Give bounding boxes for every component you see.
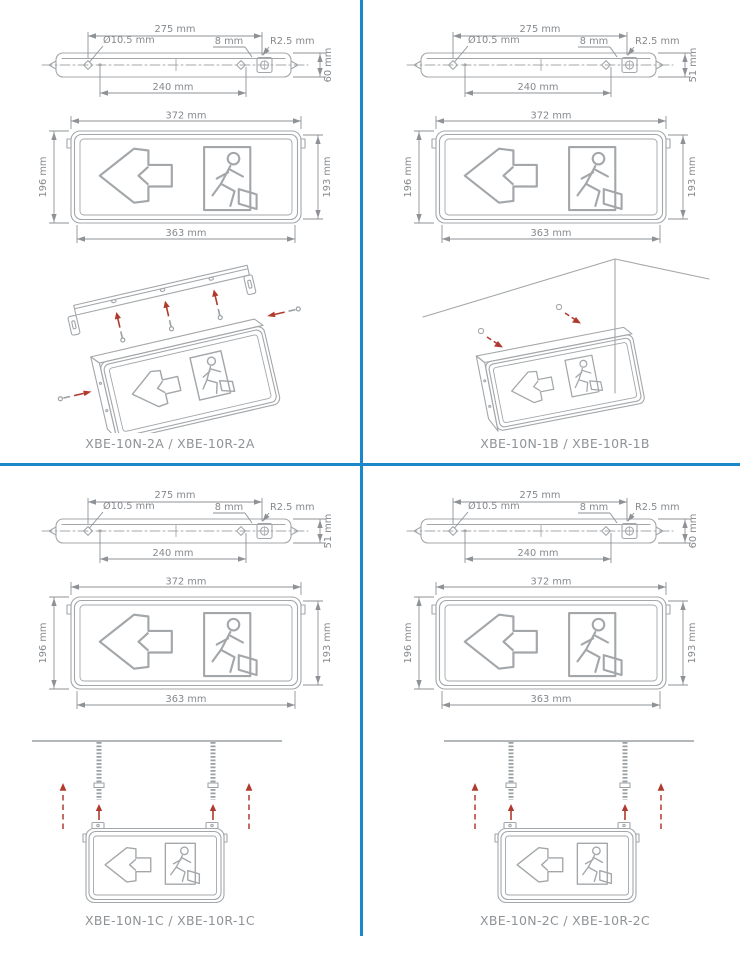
dim-label-overall-width: 275 mm <box>519 24 561 35</box>
dim-label-overall-width: 275 mm <box>154 24 196 35</box>
hanging-sign-body <box>495 823 639 903</box>
dim-label-left-height: 196 mm <box>38 622 49 664</box>
quadrant-top-left <box>0 0 358 463</box>
exit-arrow-icon <box>128 366 183 412</box>
ceiling-mount-illustration <box>442 733 723 913</box>
screw-direction-arrow <box>113 311 123 328</box>
dim-label-slot-width: 8 mm <box>579 502 609 513</box>
dim-label-body-height: 51 mm <box>323 513 334 549</box>
product-variant-panel <box>365 479 723 936</box>
model-label: XBE-10N-1B / XBE-10R-1B <box>480 436 650 451</box>
screw-icon <box>119 331 125 342</box>
lift-direction-arrows <box>60 783 253 829</box>
quadrant-top-right <box>365 0 723 463</box>
ceiling-mount-illustration <box>30 733 330 913</box>
luminaire-top-profile <box>407 519 673 543</box>
product-variant-panel <box>0 479 358 936</box>
front-view-drawing <box>36 575 336 715</box>
top-view-drawing <box>401 13 701 105</box>
dim-label-hole-diameter: Ø10.5 mm <box>468 501 520 512</box>
front-view-dimensions <box>414 116 688 243</box>
quadrant-bottom-left <box>0 466 358 936</box>
dim-label-front-width: 372 mm <box>165 576 207 588</box>
sign-body-3d <box>91 317 281 433</box>
luminaire-top-profile <box>407 53 673 77</box>
dim-label-left-height: 196 mm <box>403 156 414 198</box>
dim-label-hole-diameter: Ø10.5 mm <box>103 35 155 46</box>
exit-arrow-icon <box>105 848 151 882</box>
dim-label-hole-diameter: Ø10.5 mm <box>468 35 520 46</box>
dim-label-visible-width: 363 mm <box>530 228 572 239</box>
luminaire-top-profile <box>42 519 308 543</box>
running-man-icon <box>190 350 235 400</box>
exit-arrow-icon <box>100 615 172 669</box>
hanging-sign-body <box>83 823 227 903</box>
dim-label-hole-spacing: 240 mm <box>152 82 194 93</box>
threaded-rods <box>506 742 630 800</box>
running-man-icon <box>204 147 256 210</box>
top-view-drawing <box>36 479 336 571</box>
lift-direction-arrows <box>472 783 665 829</box>
dim-label-hole-spacing: 240 mm <box>152 548 194 559</box>
product-variant-panel <box>365 13 723 451</box>
dim-label-corner-radius: R2.5 mm <box>635 502 680 513</box>
dim-label-visible-width: 363 mm <box>165 228 207 239</box>
dim-label-front-width: 372 mm <box>530 110 572 122</box>
model-label: XBE-10N-2C / XBE-10R-2C <box>480 913 650 928</box>
dim-label-corner-radius: R2.5 mm <box>270 502 315 513</box>
installation-illustration-slot <box>0 733 358 913</box>
model-label: XBE-10N-1C / XBE-10R-1C <box>85 913 255 928</box>
dim-label-left-height: 196 mm <box>403 622 414 664</box>
luminaire-top-profile <box>42 53 308 77</box>
dim-label-hole-diameter: Ø10.5 mm <box>103 501 155 512</box>
running-man-icon <box>577 843 611 884</box>
dim-label-body-height: 51 mm <box>688 47 699 83</box>
dim-label-right-height: 193 mm <box>687 156 698 198</box>
exit-arrow-icon <box>465 149 537 203</box>
dim-label-corner-radius: R2.5 mm <box>270 36 315 47</box>
dim-label-slot-width: 8 mm <box>214 502 244 513</box>
mounting-hole-arrows <box>487 313 581 348</box>
dim-label-front-width: 372 mm <box>530 576 572 588</box>
quadrant-bottom-right <box>365 466 723 936</box>
screw-direction-arrow <box>162 300 172 317</box>
bracket-mount-illustration <box>28 253 328 433</box>
installation-illustration-slot <box>0 253 358 433</box>
dim-label-right-height: 193 mm <box>687 622 698 664</box>
dim-label-hole-spacing: 240 mm <box>517 82 559 93</box>
running-man-icon <box>565 354 603 396</box>
dim-label-overall-width: 275 mm <box>519 490 561 501</box>
exit-arrow-icon <box>100 149 172 203</box>
dim-label-hole-spacing: 240 mm <box>517 548 559 559</box>
top-view-drawing <box>36 13 336 105</box>
running-man-icon <box>569 613 622 676</box>
top-view-drawing <box>401 479 701 571</box>
dim-label-visible-width: 363 mm <box>530 694 572 705</box>
model-label: XBE-10N-2A / XBE-10R-2A <box>85 436 255 451</box>
screw-icon <box>168 320 174 331</box>
threaded-rods <box>94 742 218 800</box>
screw-direction-arrow <box>211 289 221 306</box>
dim-label-body-height: 60 mm <box>688 513 699 549</box>
front-view-drawing <box>401 575 701 715</box>
dim-label-front-width: 372 mm <box>165 110 207 122</box>
dim-label-right-height: 193 mm <box>322 622 333 664</box>
front-view-drawing <box>36 109 336 249</box>
dim-label-right-height: 193 mm <box>322 156 333 198</box>
installation-illustration-slot <box>365 733 723 913</box>
running-man-icon <box>204 613 256 676</box>
screw-icon <box>216 308 222 319</box>
sign-body-3d <box>476 326 645 433</box>
dim-label-body-height: 60 mm <box>323 47 334 83</box>
product-variant-panel <box>0 13 358 451</box>
dim-label-visible-width: 363 mm <box>165 694 207 705</box>
exit-arrow-icon <box>465 615 537 669</box>
dim-label-corner-radius: R2.5 mm <box>635 36 680 47</box>
exit-arrow-icon <box>517 848 563 882</box>
wall-mount-illustration <box>417 253 717 433</box>
dim-label-left-height: 196 mm <box>38 156 49 198</box>
running-man-icon <box>165 843 199 884</box>
dim-label-slot-width: 8 mm <box>214 36 244 47</box>
installation-illustration-slot <box>365 253 723 433</box>
running-man-icon <box>569 147 622 210</box>
exit-arrow-icon <box>509 368 556 407</box>
dim-label-overall-width: 275 mm <box>154 490 196 501</box>
wall-corner <box>423 259 709 393</box>
section-divider-vertical <box>360 0 363 936</box>
front-view-dimensions <box>49 116 323 243</box>
dim-label-slot-width: 8 mm <box>579 36 609 47</box>
front-view-drawing <box>401 109 701 249</box>
